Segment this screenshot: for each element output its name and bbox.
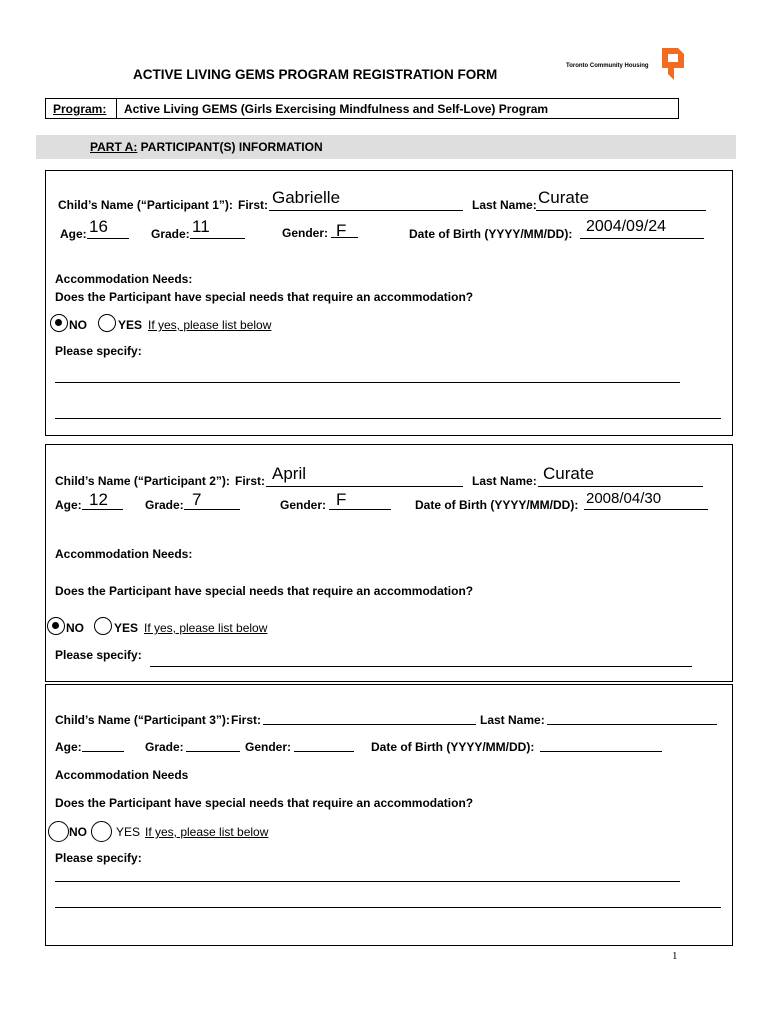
p3-gender-field[interactable]	[294, 751, 354, 752]
p3-please-specify: Please specify:	[55, 851, 142, 865]
p1-if-yes-note: If yes, please list below	[148, 318, 272, 332]
p2-if-yes-note: If yes, please list below	[144, 621, 268, 635]
p2-first-name-field[interactable]: April	[272, 464, 307, 483]
part-a-title: PARTICIPANT(S) INFORMATION	[137, 140, 323, 154]
p3-yes-label: YES	[116, 825, 141, 839]
p3-age-label: Age:	[55, 740, 82, 754]
p3-no-label: NO	[69, 825, 87, 839]
p3-if-yes-note: If yes, please list below	[145, 825, 269, 839]
p1-no-label: NO	[69, 318, 87, 332]
p3-last-name-field[interactable]	[547, 724, 717, 725]
p3-age-field[interactable]	[82, 751, 124, 752]
p2-dob-field[interactable]: 2008/04/30	[586, 490, 662, 507]
p3-yes-radio[interactable]	[91, 821, 112, 842]
p3-accommodation-heading: Accommodation Needs	[55, 768, 189, 782]
program-value: Active Living GEMS (Girls Exercising Mindfulness and Self-Love) Program	[124, 102, 549, 116]
p1-gender-label: Gender:	[282, 226, 329, 240]
p3-no-radio[interactable]	[48, 821, 69, 842]
p2-first-line	[266, 486, 463, 487]
p3-accommodation-question: Does the Participant have special needs that require an accommodation?	[55, 796, 474, 810]
p2-dob-label: Date of Birth (YYYY/MM/DD):	[415, 498, 579, 512]
p1-accommodation-heading: Accommodation Needs:	[55, 272, 193, 286]
p1-dob-label: Date of Birth (YYYY/MM/DD):	[409, 227, 573, 241]
p2-accommodation-question: Does the Participant have special needs that require an accommodation?	[55, 584, 474, 598]
p3-last-label: Last Name:	[480, 713, 545, 727]
p3-dob-label: Date of Birth (YYYY/MM/DD):	[371, 740, 535, 754]
page-number: 1	[672, 950, 678, 962]
p1-specify-line-1[interactable]	[55, 382, 680, 383]
p3-name-label: Child’s Name (“Participant 3”):	[55, 713, 230, 727]
p3-dob-field[interactable]	[540, 751, 662, 752]
p3-specify-line-2[interactable]	[55, 907, 721, 908]
p3-first-name-field[interactable]	[263, 724, 476, 725]
p1-yes-radio[interactable]	[98, 314, 116, 332]
p1-please-specify: Please specify:	[55, 344, 142, 358]
p3-grade-field[interactable]	[186, 751, 240, 752]
p2-age-field[interactable]: 12	[89, 490, 108, 509]
p1-age-line	[87, 238, 129, 239]
p2-gender-field[interactable]: F	[336, 490, 347, 509]
p1-last-label: Last Name:	[472, 198, 537, 212]
p2-no-label: NO	[66, 621, 84, 635]
p2-specify-line[interactable]	[150, 666, 692, 667]
p2-dob-line	[584, 509, 708, 510]
p3-gender-label: Gender:	[245, 740, 292, 754]
p1-accommodation-question: Does the Participant have special needs that require an accommodation?	[55, 290, 474, 304]
p1-grade-line	[190, 238, 245, 239]
p3-first-label: First:	[231, 713, 261, 727]
p1-grade-field[interactable]: 11	[192, 217, 210, 236]
p2-grade-field[interactable]: 7	[192, 490, 202, 509]
program-label: Program:	[53, 102, 107, 116]
p2-gender-label: Gender:	[280, 498, 327, 512]
p1-no-radio[interactable]	[50, 314, 68, 332]
p1-name-label: Child’s Name (“Participant 1”):	[58, 198, 233, 212]
p2-yes-label: YES	[114, 621, 139, 635]
p3-grade-label: Grade:	[145, 740, 184, 754]
p1-last-name-field[interactable]: Curate	[538, 188, 590, 207]
tch-logo-icon	[660, 46, 686, 82]
form-title: ACTIVE LIVING GEMS PROGRAM REGISTRATION FORM	[133, 67, 498, 82]
p2-first-label: First:	[235, 474, 265, 488]
logo-text: Toronto Community Housing	[566, 63, 649, 69]
p2-last-label: Last Name:	[472, 474, 537, 488]
p2-accommodation-heading: Accommodation Needs:	[55, 547, 193, 561]
part-a-prefix: PART A:	[90, 140, 138, 154]
p1-specify-line-2[interactable]	[55, 418, 721, 419]
p1-first-line	[269, 210, 463, 211]
p1-grade-label: Grade:	[151, 227, 190, 241]
p1-last-line	[536, 210, 706, 211]
p3-specify-line-1[interactable]	[55, 881, 680, 882]
part-a-heading	[90, 140, 323, 154]
p1-dob-line	[580, 238, 704, 239]
p2-age-label: Age:	[55, 498, 82, 512]
p1-first-name-field[interactable]: Gabrielle	[272, 188, 341, 207]
p1-age-label: Age:	[60, 227, 87, 241]
p2-no-radio[interactable]	[47, 617, 65, 635]
p2-last-line	[538, 486, 703, 487]
p2-yes-radio[interactable]	[94, 617, 112, 635]
p2-last-name-field[interactable]: Curate	[543, 464, 595, 483]
program-row-divider	[116, 98, 117, 119]
p2-please-specify: Please specify:	[55, 648, 142, 662]
p2-name-label: Child’s Name (“Participant 2”):	[55, 474, 230, 488]
p1-age-field[interactable]: 16	[89, 217, 108, 236]
p1-dob-field[interactable]: 2004/09/24	[586, 218, 667, 235]
p1-gender-field[interactable]: F	[336, 221, 347, 240]
p1-yes-label: YES	[118, 318, 143, 332]
p2-grade-label: Grade:	[145, 498, 184, 512]
p1-first-label: First:	[238, 198, 268, 212]
